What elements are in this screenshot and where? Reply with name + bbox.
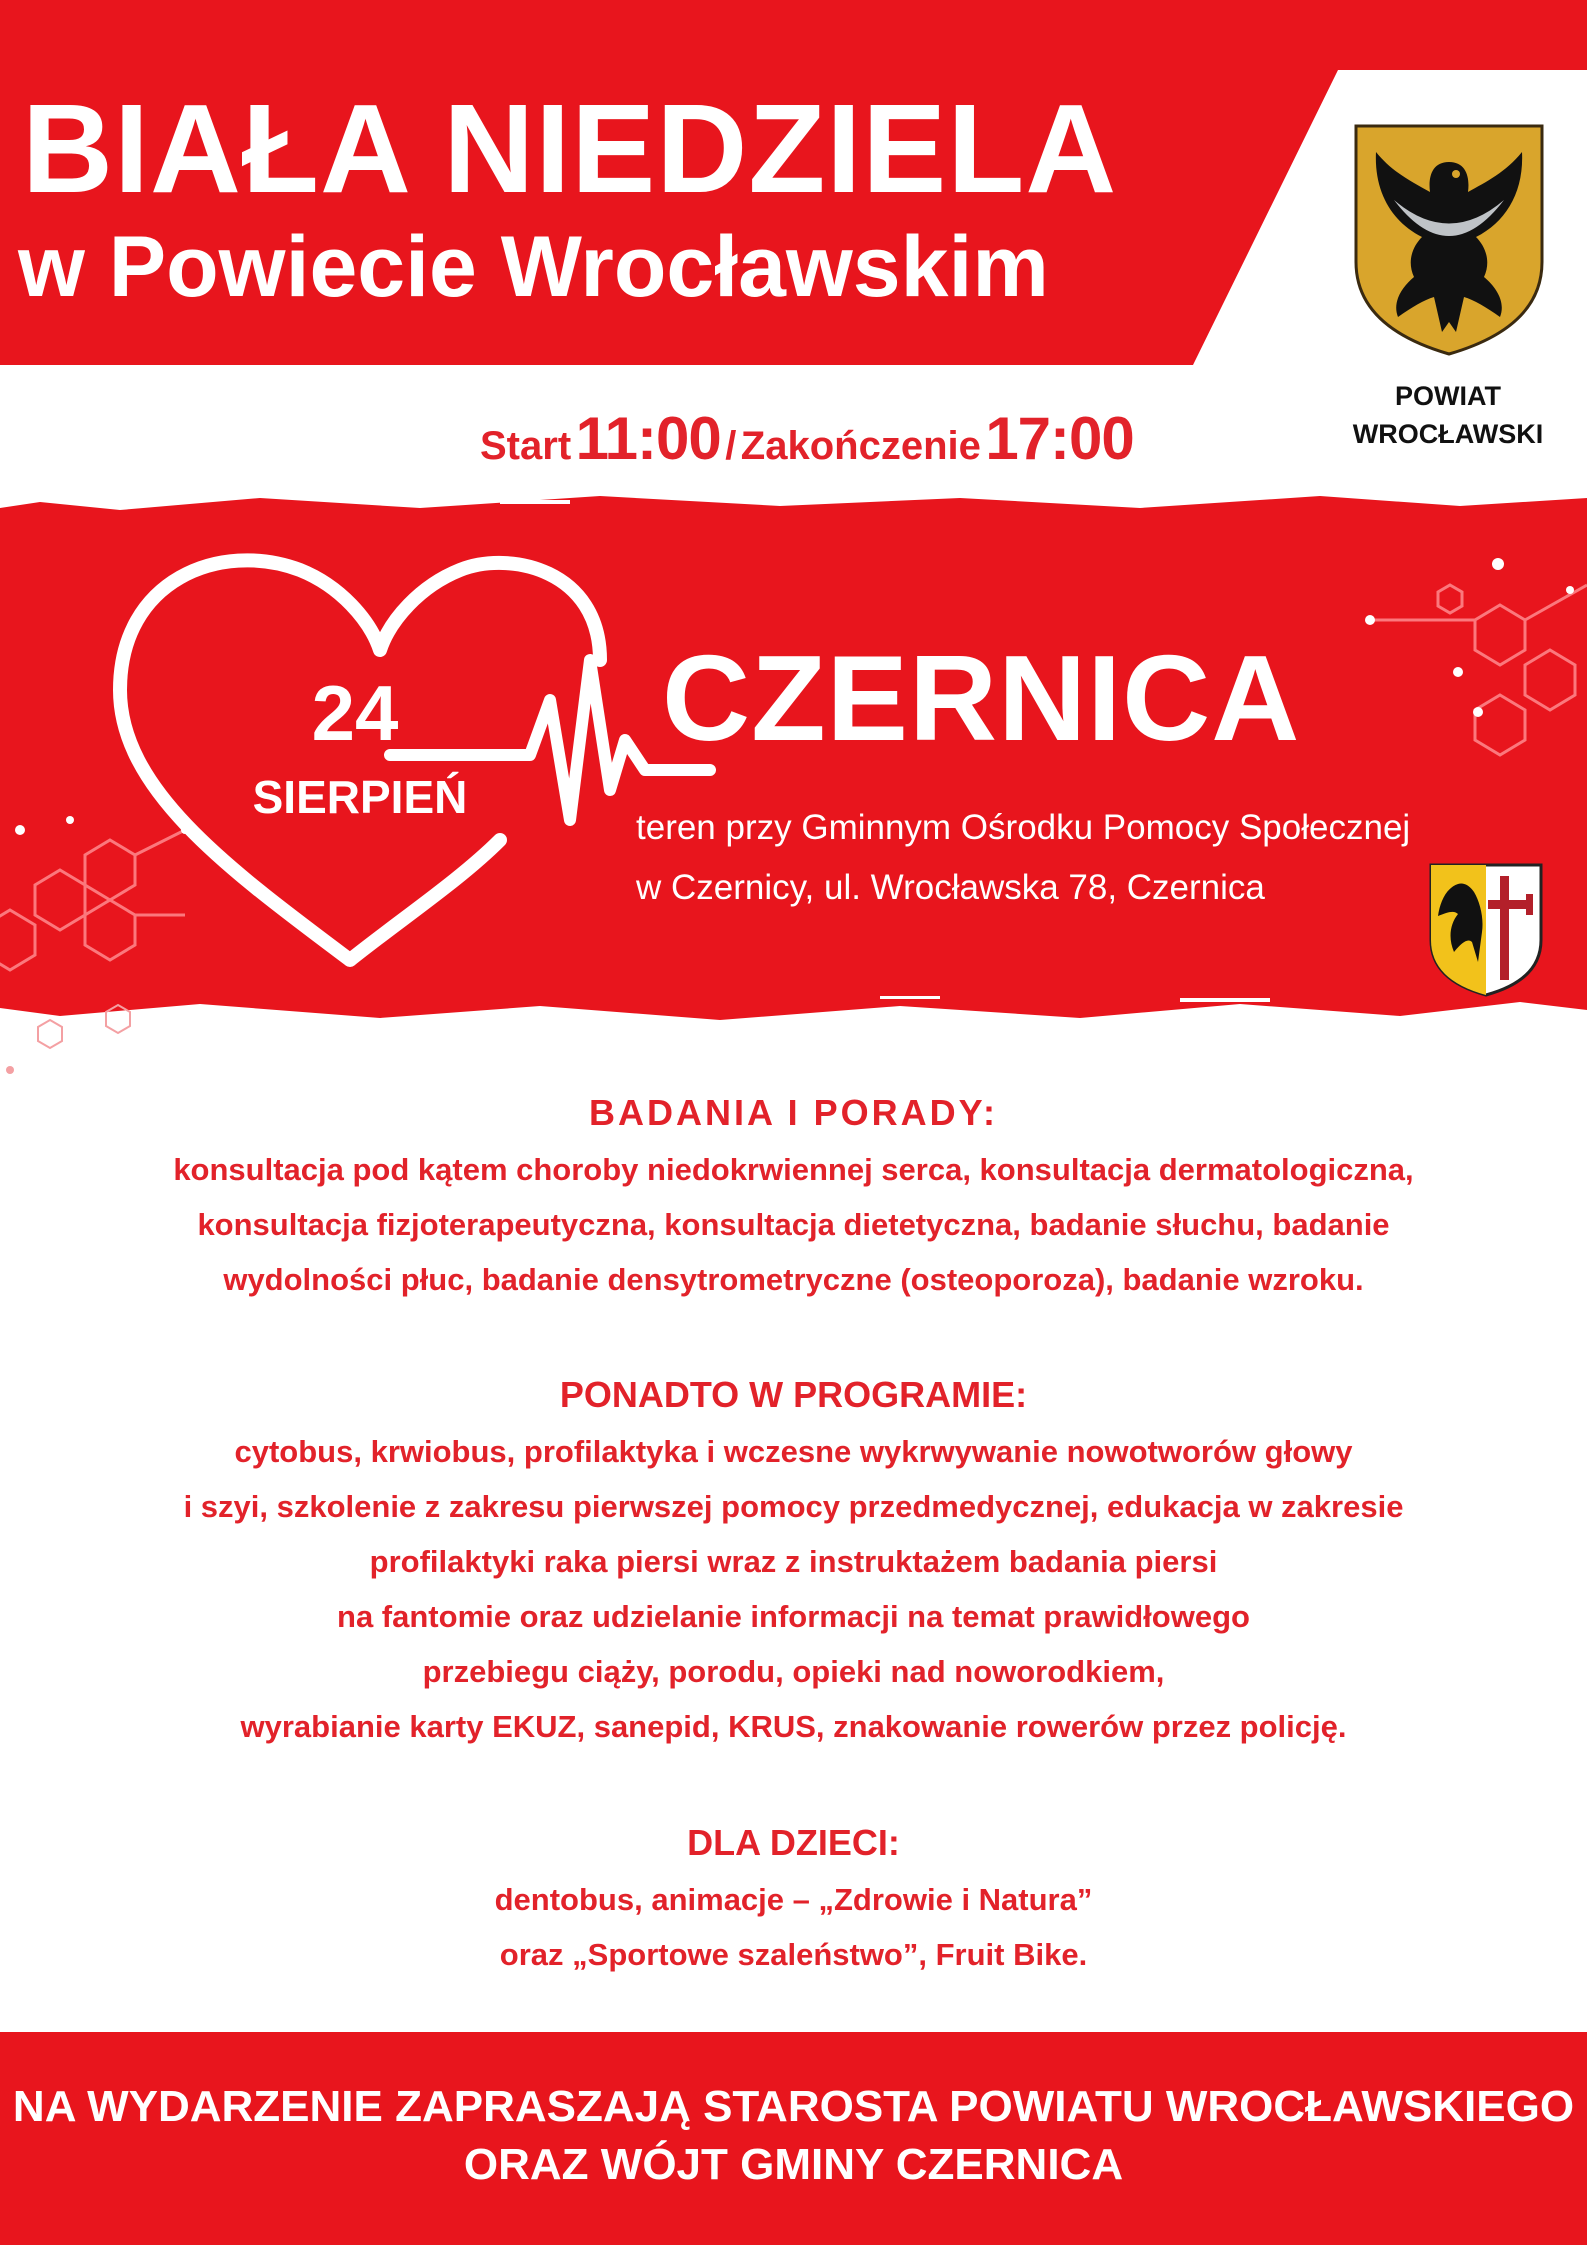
end-label: Zakończenie bbox=[740, 424, 981, 468]
exams-line: konsultacja fizjoterapeutyczna, konsultacja dietetyczna, badanie słuchu, badanie bbox=[197, 1207, 1390, 1242]
event-subtitle: w Powiecie Wrocławskim bbox=[18, 219, 1049, 315]
program-line: na fantomie oraz udzielanie informacji na temat prawidłowego bbox=[337, 1599, 1250, 1634]
exams-line: konsultacja pod kątem choroby niedokrwiennej serca, konsultacja dermatologiczna, bbox=[173, 1152, 1414, 1187]
event-day: 24 bbox=[311, 669, 399, 757]
exams-line: wydolności płuc, badanie densytrometryczne (osteoporoza), badanie wzroku. bbox=[223, 1262, 1364, 1297]
event-month: SIERPIEŃ bbox=[252, 771, 468, 823]
start-label: Start bbox=[480, 424, 572, 468]
event-time bbox=[480, 404, 1220, 473]
event-address bbox=[636, 798, 1556, 918]
exams-list bbox=[60, 1142, 1527, 1307]
kids-line: dentobus, animacje – „Zdrowie i Natura” bbox=[494, 1882, 1093, 1917]
hexagon-decoration bbox=[0, 1000, 140, 1080]
program-line: wyrabianie karty EKUZ, sanepid, KRUS, znakowanie rowerów przez policję. bbox=[240, 1709, 1347, 1744]
time-separator: / bbox=[725, 424, 737, 468]
program-heading: PONADTO W PROGRAMIE: bbox=[559, 1374, 1028, 1415]
footer-line2: ORAZ WÓJT GMINY CZERNICA bbox=[463, 2140, 1124, 2189]
event-title: BIAŁA NIEDZIELA bbox=[22, 78, 1118, 219]
kids-section bbox=[60, 1822, 1527, 1982]
czernica-coat-of-arms-icon bbox=[1428, 862, 1544, 998]
eagle-coat-of-arms-icon bbox=[1352, 122, 1546, 358]
program-line: profilaktyki raka piersi wraz z instruktażem badania piersi bbox=[369, 1544, 1218, 1579]
kids-heading: DLA DZIECI: bbox=[687, 1822, 900, 1863]
end-time: 17:00 bbox=[985, 405, 1134, 472]
county-name-line1: POWIAT bbox=[1395, 381, 1501, 411]
footer-invitation bbox=[0, 2078, 1587, 2194]
program-line: i szyi, szkolenie z zakresu pierwszej pomocy przedmedycznej, edukacja w zakresie bbox=[183, 1489, 1404, 1524]
event-place: CZERNICA bbox=[662, 630, 1301, 766]
kids-line: oraz „Sportowe szaleństwo”, Fruit Bike. bbox=[499, 1937, 1088, 1972]
address-line2: w Czernicy, ul. Wrocławska 78, Czernica bbox=[636, 868, 1265, 907]
exams-section bbox=[60, 1092, 1527, 1307]
program-line: przebiegu ciąży, porodu, opieki nad noworodkiem, bbox=[422, 1654, 1165, 1689]
kids-list bbox=[60, 1872, 1527, 1982]
program-list bbox=[60, 1424, 1527, 1754]
program-line: cytobus, krwiobus, profilaktyka i wczesne wykrwywanie nowotworów głowy bbox=[234, 1434, 1353, 1469]
address-line1: teren przy Gminnym Ośrodku Pomocy Społecznej bbox=[636, 808, 1411, 847]
county-name bbox=[1318, 378, 1578, 454]
footer-line1: NA WYDARZENIE ZAPRASZAJĄ STAROSTA POWIATU WROCŁAWSKIEGO bbox=[12, 2082, 1575, 2131]
start-time: 11:00 bbox=[575, 405, 721, 472]
program-section bbox=[60, 1374, 1527, 1754]
county-name-line2: WROCŁAWSKI bbox=[1352, 418, 1544, 449]
exams-heading: BADANIA I PORADY: bbox=[589, 1092, 998, 1133]
